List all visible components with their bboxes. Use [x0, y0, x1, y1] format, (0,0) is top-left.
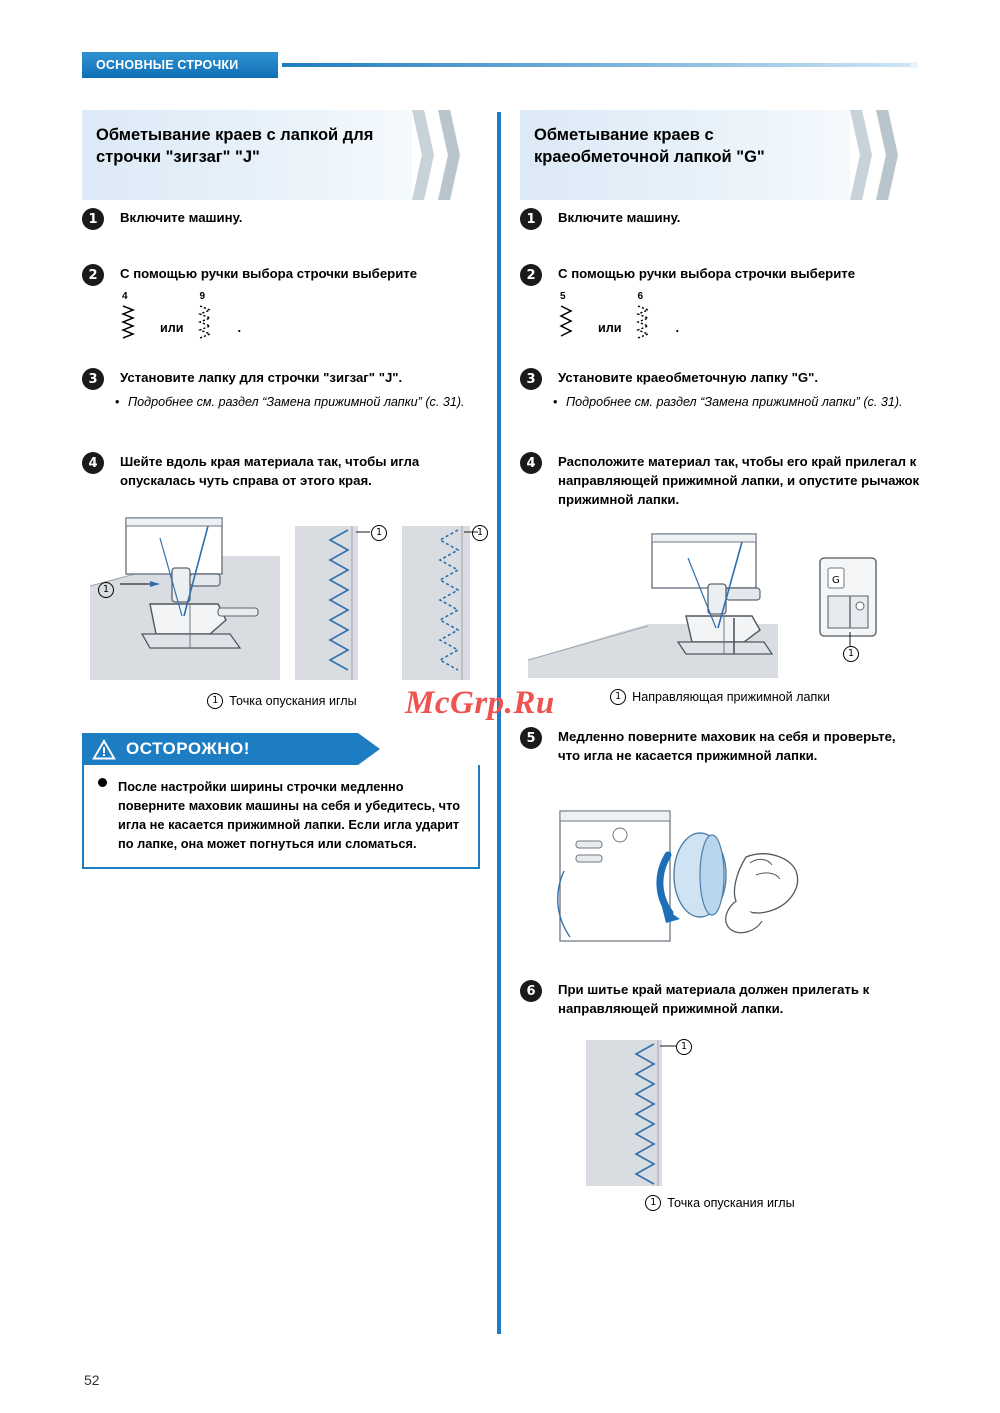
warning-triangle-icon [92, 739, 116, 760]
step-number: 1 [520, 208, 542, 230]
caution-body [82, 765, 480, 869]
left-step-3 [82, 368, 482, 438]
callout-marker: 1 [207, 693, 223, 709]
overcasting-foot-diagram [528, 528, 920, 678]
stitched-edge-diagram [558, 1036, 798, 1186]
stitch-options [120, 291, 482, 339]
stitch-pattern-6 [635, 293, 661, 339]
figure-callout: 1 [371, 525, 387, 541]
stitch-tail: . [675, 320, 680, 335]
stitch-label: 6 [637, 291, 644, 302]
step-text: С помощью ручки выбора строчки выберите [558, 266, 856, 281]
stitch-pattern-4 [120, 293, 146, 339]
step-number: 2 [520, 264, 542, 286]
stitch-pattern-9 [197, 293, 223, 339]
figure-callout: 1 [98, 582, 114, 598]
callout-marker: 1 [645, 1195, 661, 1211]
stitch-joiner: или [598, 321, 622, 335]
zigzag-foot-diagram [90, 508, 482, 680]
right-step-2 [520, 264, 920, 350]
chevron-right-icon [412, 110, 434, 200]
handwheel-diagram [550, 801, 880, 951]
step-text: Расположите материал так, чтобы его край прилегал к направляющей прижимной лапки, и опустите рычажок прижимной лапки. [558, 454, 920, 507]
step-text: Установите лапку для строчки "зигзаг" "J". [120, 370, 403, 385]
left-figure [90, 508, 482, 685]
page-number: 52 [84, 1372, 100, 1388]
step-text: Медленно поверните маховик на себя и проверьте, что игла не касается прижимной лапки. [558, 729, 896, 763]
step-text: Включите машину. [558, 210, 681, 225]
right-figure-stitched-edge [558, 1036, 920, 1191]
right-step-5 [520, 727, 920, 791]
page-header [82, 52, 918, 78]
step-note: • Подробнее см. раздел “Замена прижимной лапки” (с. 31). [566, 393, 920, 411]
zigzag-dashed-icon [635, 305, 655, 339]
stitch-pattern-5 [558, 293, 584, 339]
zigzag-icon [558, 305, 578, 339]
caption-text: Направляющая прижимной лапки [632, 690, 830, 704]
step-number: 4 [82, 452, 104, 474]
watermark: McGrp.Ru [405, 685, 555, 721]
step-number: 5 [520, 727, 542, 749]
zigzag-dashed-icon [197, 305, 217, 339]
caution-box [82, 733, 480, 869]
right-title-text: Обметывание краев с краеобметочной лапкой "G" [534, 126, 765, 166]
step-number: 6 [520, 980, 542, 1002]
right-figure-caption-guide [520, 689, 920, 705]
stitch-label: 5 [560, 291, 566, 302]
chevron-right-icon [876, 110, 898, 200]
callout-marker: 1 [610, 689, 626, 705]
left-step-4 [82, 452, 482, 498]
left-section-title [82, 110, 482, 200]
step-number: 2 [82, 264, 104, 286]
column-divider [497, 112, 501, 1334]
step-note: • Подробнее см. раздел “Замена прижимной лапки” (с. 31). [128, 393, 482, 411]
right-figure-handwheel [550, 801, 920, 956]
caution-header [82, 733, 358, 765]
zigzag-icon [120, 305, 140, 339]
chevron-right-icon [438, 110, 460, 200]
step-text: Установите краеобметочную лапку "G". [558, 370, 819, 385]
step-number: 4 [520, 452, 542, 474]
step-number: 1 [82, 208, 104, 230]
left-step-2 [82, 264, 482, 350]
step-number: 3 [82, 368, 104, 390]
step-number: 3 [520, 368, 542, 390]
caution-title: ОСТОРОЖНО! [126, 739, 250, 758]
left-column [82, 110, 482, 869]
figure-callout: 1 [676, 1039, 692, 1055]
stitch-label: 9 [199, 291, 206, 302]
chevron-right-icon [850, 110, 872, 200]
caption-text: Точка опускания иглы [667, 1196, 795, 1210]
right-step-3 [520, 368, 920, 438]
step-text: Включите машину. [120, 210, 243, 225]
stitch-tail: . [237, 320, 242, 335]
right-figure-caption-needle [520, 1195, 920, 1211]
bullet-dot-icon [98, 778, 107, 787]
figure-callout: 1 [843, 646, 859, 662]
figure-callout: 1 [472, 525, 488, 541]
right-figure-foot-g [528, 528, 920, 683]
right-step-4 [520, 452, 920, 518]
step-text: С помощью ручки выбора строчки выберите [120, 266, 418, 281]
stitch-joiner: или [160, 321, 184, 335]
right-step-6 [520, 980, 920, 1026]
caution-text: После настройки ширины строчки медленно поверните маховик машины на себя и убедитесь, что игла не касается прижимной лапки. Если игла ударит по лапке, она может погнуться или сломаться. [118, 779, 461, 851]
header-rule [282, 63, 918, 67]
left-step-1 [82, 208, 482, 242]
step-text: При шитье край материала должен прилегать к направляющей прижимной лапки. [558, 982, 870, 1016]
left-title-text: Обметывание краев с лапкой для строчки "зигзаг" "J" [96, 126, 374, 166]
stitch-label: 4 [122, 291, 128, 302]
caption-text: Точка опускания иглы [229, 694, 357, 708]
right-step-1 [520, 208, 920, 242]
stitch-options [558, 291, 920, 339]
header-section-label: ОСНОВНЫЕ СТРОЧКИ [82, 52, 278, 78]
svg-text:G: G [832, 575, 840, 586]
step-text: Шейте вдоль края материала так, чтобы игла опускалась чуть справа от этого края. [120, 454, 420, 488]
right-section-title [520, 110, 920, 200]
right-column [520, 110, 920, 1211]
